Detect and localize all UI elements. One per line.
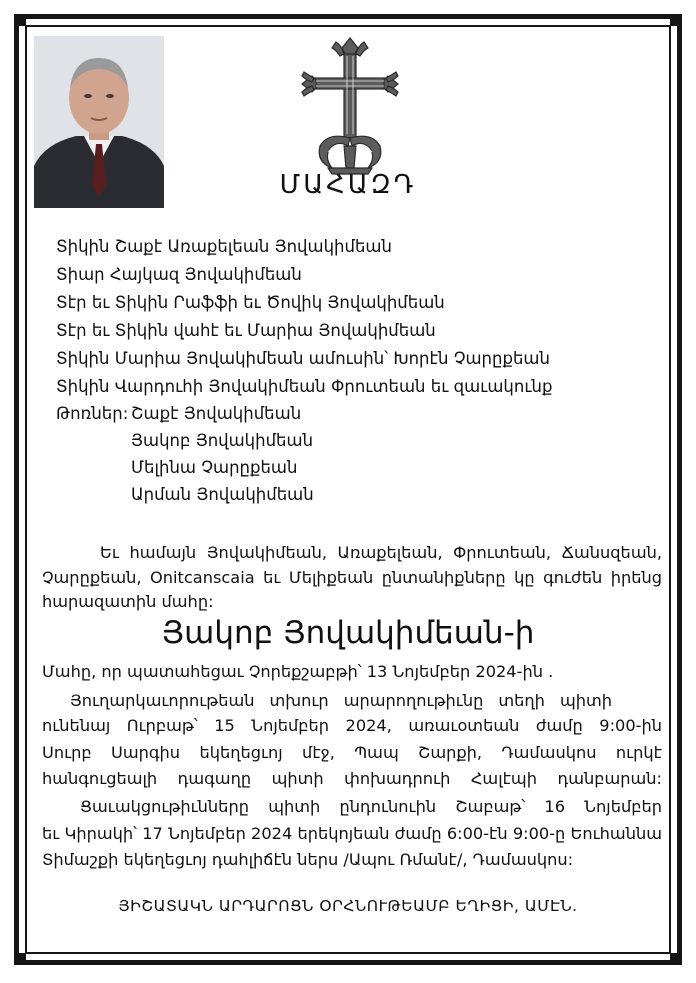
condolences-line: Ցաւակցութիւնները պիտի ընդունուին Շաբաթ՝ 16 Նոյեմբեր	[80, 797, 662, 816]
mourner-line: Տէր եւ Տիկին վահէ եւ Մարիա Յովակիմեան	[56, 321, 436, 340]
mourner-line: Տիկին Մարիա Յովակիմեան ամուսին՝ Խորէն Չարըքեան	[56, 349, 550, 368]
families-line: Եւ համայն Յովակիմեան, Առաքելեան, Փրուտեան, Ճանսզեան,	[100, 543, 662, 562]
condolences-line: Տիմաշքի եկեղեցւոյ դահլիճէն ներս /Ապու Ռմանէ/, Դամասկոս:	[42, 850, 574, 869]
corner-ornament	[670, 14, 682, 26]
funeral-line: հանգուցեալի դագաղը պիտի փոխադրուի Հալէպի դանբարան:	[42, 769, 662, 788]
grandchildren-label: Թոռներ:	[56, 404, 129, 423]
corner-ornament	[14, 953, 26, 965]
condolences-line: եւ Կիրակի՝ 17 Նոյեմբեր 2024 երեկոյեան ժամը 6:00-էն 9:00-ը Եուհաննա	[42, 824, 662, 843]
funeral-line: ունենայ Ուրբաթ՝ 15 Նոյեմբեր 2024, առաւօտեան ժամը 9:00-ին	[42, 716, 662, 735]
grandchild-name: Յակոբ Յովակիմեան	[131, 431, 314, 450]
corner-ornament	[670, 953, 682, 965]
grandchild-name: Արման Յովակիմեան	[131, 485, 314, 504]
mourner-line: Տիկին Վարդուհի Յովակիմեան Փրուտեան եւ զաւակունք	[56, 377, 553, 396]
funeral-line: Սուրբ Սարգիս եկեղեցւոյ մէջ, Պապ Շարքի, Դամասկոս ուրկէ	[42, 743, 662, 762]
deceased-name: Յակոբ Յովակիմեան-ի	[161, 615, 535, 651]
mourner-line: Տիար Հայկազ Յովակիմեան	[56, 265, 302, 284]
death-notice: Մահը, որ պատահեցաւ Չորեքշաբթի՝ 13 Նոյեմբեր 2024-ին .	[42, 662, 554, 681]
grandchild-name: Մելինա Չարըքեան	[131, 458, 298, 477]
funeral-line: Յուղարկաւորութեան տխուր արարողութիւնը տեղի պիտի	[70, 691, 612, 710]
families-line: հարազատին մահը:	[42, 592, 214, 611]
page-title: ՄԱՀԱԶԴ	[279, 170, 417, 200]
mourner-line: Տէր եւ Տիկին Րաֆֆի եւ Ծովիկ Յովակիմեան	[56, 293, 445, 312]
corner-ornament	[14, 14, 26, 26]
families-line: Չարըքեան, Onitcanscaia եւ Մելիքեան ընտանիքները կը գուժեն իրենց	[42, 568, 662, 587]
mourner-line: Տիկին Շաքէ Առաքելեան Յովակիմեան	[56, 237, 392, 256]
grandchild-name: Շաքէ Յովակիմեան	[131, 404, 302, 423]
khachkar-cross-icon	[298, 34, 402, 176]
closing-blessing: ՅԻՇԱՏԱԿՆ ԱՐԴԱՐՈՑՆ ՕՐՀՆՈՒԹԵԱՄԲ ԵՂԻՑԻ, ԱՄԷՆ.	[118, 897, 578, 915]
